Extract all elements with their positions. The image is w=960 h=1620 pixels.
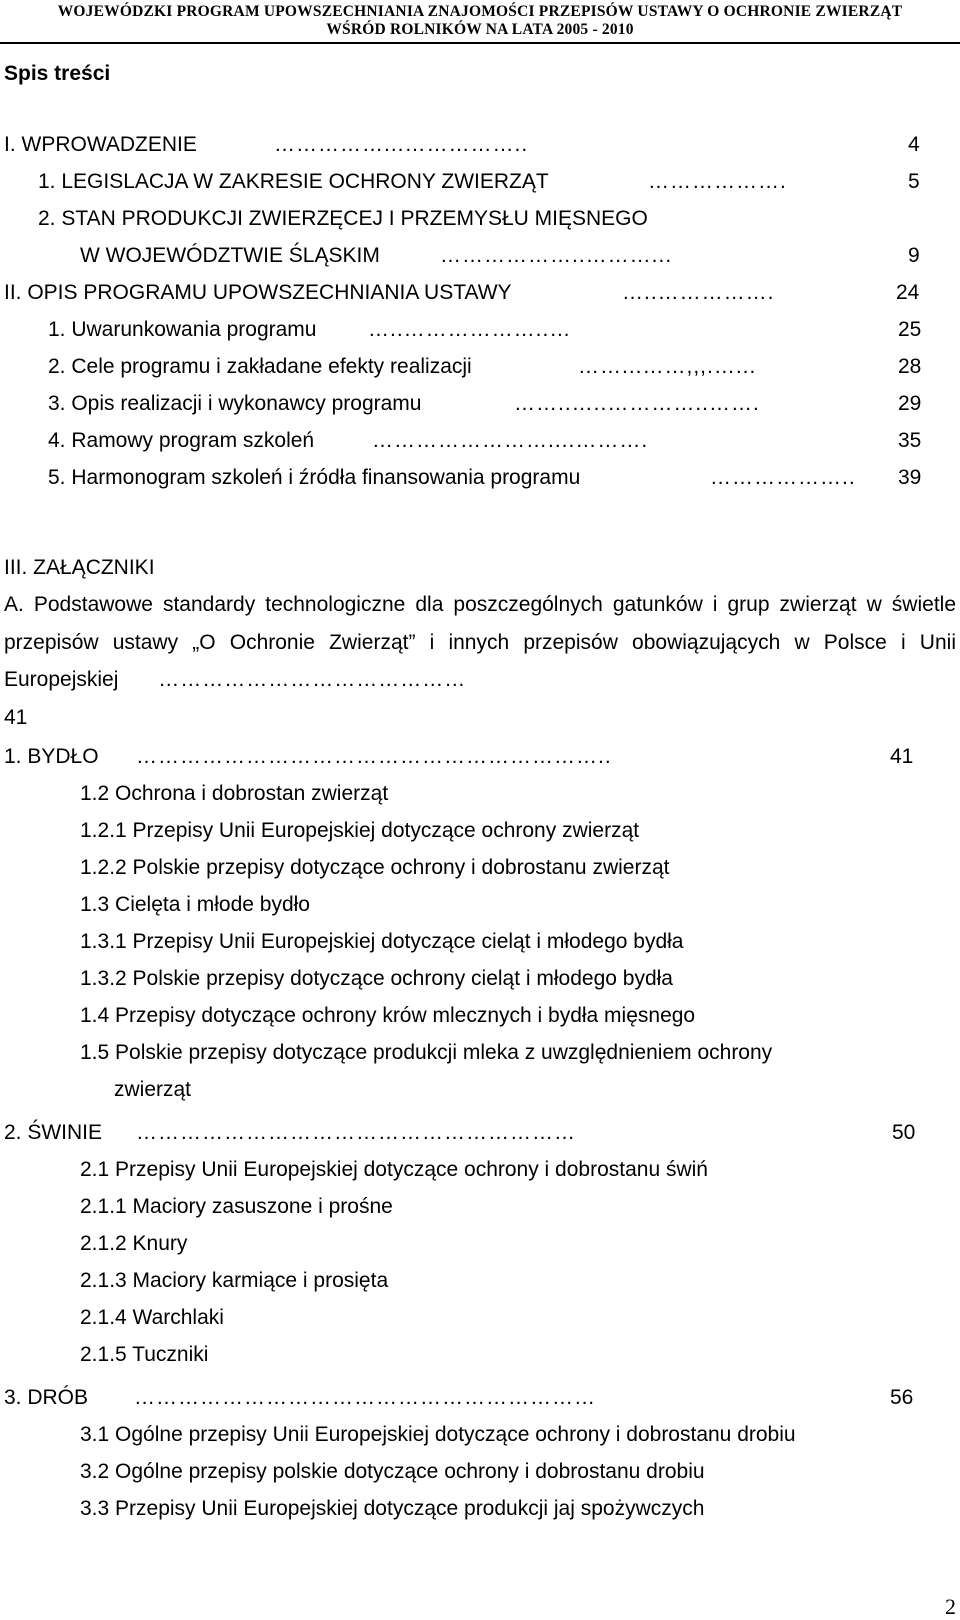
toc-page-number: 5 (908, 170, 920, 193)
toc-entry-label: 3. Opis realizacji i wykonawcy programu (48, 392, 422, 415)
toc-leader: ………………..………... (440, 244, 673, 267)
toc-page-number: 29 (898, 392, 922, 415)
subsection[interactable] (80, 814, 940, 848)
toc-leader: ……………...…………….. (274, 133, 529, 156)
section-label: 2.1 Przepisy Unii Europejskiej dotyczące ochrony i dobrostanu świń (80, 1158, 708, 1181)
subsection[interactable] (80, 1455, 940, 1489)
subsection[interactable] (80, 1036, 940, 1070)
toc-page-number: 56 (890, 1386, 914, 1409)
toc-page-number: 39 (898, 466, 922, 489)
subsection[interactable] (80, 1418, 940, 1452)
subsection[interactable] (80, 1264, 940, 1298)
toc-entry-label: I. WPROWADZENIE (4, 133, 197, 156)
running-header (0, 0, 960, 44)
section-label: 2.1.5 Tuczniki (80, 1343, 209, 1366)
subsection[interactable] (80, 1301, 940, 1335)
toc-entry-label: 2. STAN PRODUKCJI ZWIERZĘCEJ I PRZEMYSŁU MIĘSNEGO (38, 207, 648, 230)
toc-entry-annexes[interactable] (4, 551, 924, 585)
section-cattle[interactable] (4, 740, 924, 774)
toc-leader: ……...……,,,.…... (578, 355, 757, 378)
toc-page-number: 35 (898, 429, 922, 452)
toc-entry-label: 2. Cele programu i zakładane efekty realizacji (48, 355, 472, 378)
section-label: 1.3 Cielęta i młode bydło (80, 893, 310, 916)
section-label: 3.1 Ogólne przepisy Unii Europejskiej dotyczące ochrony i dobrostanu drobiu (80, 1423, 796, 1446)
toc-page-number: 24 (896, 281, 920, 304)
toc-entry-label: III. ZAŁĄCZNIKI (4, 556, 155, 579)
subsection[interactable] (80, 999, 940, 1033)
toc-entry-label: 4. Ramowy program szkoleń (48, 429, 315, 452)
header-line-1: WOJEWÓDZKI PROGRAM UPOWSZECHNIANIA ZNAJOMOŚCI PRZEPISÓW USTAWY O OCHRONIE ZWIERZĄT (57, 3, 903, 20)
toc-page-number: 28 (898, 355, 922, 378)
toc-title: Spis treści (4, 62, 111, 85)
toc-page-number: 25 (898, 318, 922, 341)
toc-entry-label: 1. Uwarunkowania programu (48, 318, 317, 341)
section-label: 2. ŚWINIE (4, 1121, 103, 1144)
toc-page-number: 50 (892, 1121, 916, 1144)
section-label: 1.2 Ochrona i dobrostan zwierząt (80, 782, 389, 805)
subsection[interactable] (80, 1338, 940, 1372)
annex-a-page-number: 41 (4, 705, 28, 729)
section-label: 1.3.1 Przepisy Unii Europejskiej dotyczące cieląt i młodego bydła (80, 930, 684, 953)
toc-entry-silesia[interactable] (80, 239, 924, 273)
subsection[interactable] (80, 1190, 940, 1224)
toc-entry-goals[interactable] (48, 350, 924, 384)
section-label: zwierząt (114, 1078, 192, 1101)
toc-entry-implementation[interactable] (48, 387, 924, 421)
subsection[interactable] (80, 925, 940, 959)
header-line-2: WŚRÓD ROLNIKÓW NA LATA 2005 - 2010 (326, 21, 634, 38)
toc-entry-schedule[interactable] (48, 461, 924, 495)
page-number: 2 (945, 1594, 956, 1619)
section-label: 1.2.1 Przepisy Unii Europejskiej dotyczące ochrony zwierząt (80, 819, 640, 842)
subsection[interactable] (80, 962, 940, 996)
toc-page-number: 4 (908, 133, 920, 156)
annex-a-text: A. Podstawowe standardy technologiczne dla poszczególnych gatunków i grup zwierząt w świetle przepisów ustawy „O Ochronie Zwierząt” i innych przepisów obowiązujących w Polsce i Unii Europejskiej (4, 593, 956, 691)
toc-entry-introduction[interactable] (4, 128, 924, 162)
section-label: 1.3.2 Polskie przepisy dotyczące ochrony cieląt i młodego bydła (80, 967, 673, 990)
toc-leader: ………………. (648, 170, 787, 193)
toc-entry-production[interactable] (38, 202, 924, 236)
section-label: 3.2 Ogólne przepisy polskie dotyczące ochrony i dobrostanu drobiu (80, 1460, 705, 1483)
toc-entry-label: W WOJEWÓDZTWIE ŚLĄSKIM (80, 244, 380, 267)
toc-leader: ……………………………………………………… (134, 1386, 596, 1409)
subsection[interactable] (80, 851, 940, 885)
subsection[interactable] (80, 1227, 940, 1261)
section-label: 2.1.4 Warchlaki (80, 1306, 224, 1329)
subsection[interactable] (114, 1073, 940, 1107)
toc-leader: …..………………..… (368, 318, 572, 341)
toc-leader: ……..…..…………..……. (514, 392, 760, 415)
toc-leader: ……………………....………. (372, 429, 649, 452)
toc-leader: …………………………………………………… (136, 1121, 576, 1144)
subsection[interactable] (80, 1153, 940, 1187)
section-label: 1.4 Przepisy dotyczące ochrony krów mlecznych i bydła mięsnego (80, 1004, 696, 1027)
section-poultry[interactable] (4, 1381, 924, 1415)
toc-entry-program-description[interactable] (4, 276, 924, 310)
subsection[interactable] (80, 1492, 940, 1526)
toc-entry-label: II. OPIS PROGRAMU UPOWSZECHNIANIA USTAWY (4, 281, 512, 304)
toc-entry-conditions[interactable] (48, 313, 924, 347)
section-label: 3. DRÓB (4, 1386, 89, 1409)
section-label: 2.1.1 Maciory zasuszone i prośne (80, 1195, 393, 1218)
toc-leader: …………………………………… (158, 668, 467, 691)
subsection[interactable] (80, 777, 940, 811)
toc-page-number: 41 (890, 745, 914, 768)
section-label: 1.2.2 Polskie przepisy dotyczące ochrony i dobrostanu zwierząt (80, 856, 670, 879)
toc-leader: ……………………………………………………….. (136, 745, 612, 768)
subsection[interactable] (80, 888, 940, 922)
toc-leader: ……………….. (710, 466, 856, 489)
section-label: 2.1.3 Maciory karmiące i prosięta (80, 1269, 389, 1292)
section-label: 1.5 Polskie przepisy dotyczące produkcji mleka z uwzględnieniem ochrony (80, 1041, 773, 1064)
toc-leader: …..……………. (622, 281, 775, 304)
toc-entry-label: 1. LEGISLACJA W ZAKRESIE OCHRONY ZWIERZĄT (38, 170, 549, 193)
annex-a-paragraph[interactable] (4, 586, 956, 736)
section-label: 1. BYDŁO (4, 745, 99, 768)
toc-entry-legislation[interactable] (38, 165, 924, 199)
toc-entry-label: 5. Harmonogram szkoleń i źródła finansowania programu (48, 466, 581, 489)
section-pigs[interactable] (4, 1116, 924, 1150)
section-label: 2.1.2 Knury (80, 1232, 188, 1255)
section-label: 3.3 Przepisy Unii Europejskiej dotyczące produkcji jaj spożywczych (80, 1497, 705, 1520)
toc-entry-training-program[interactable] (48, 424, 924, 458)
toc-page-number: 9 (908, 244, 920, 267)
